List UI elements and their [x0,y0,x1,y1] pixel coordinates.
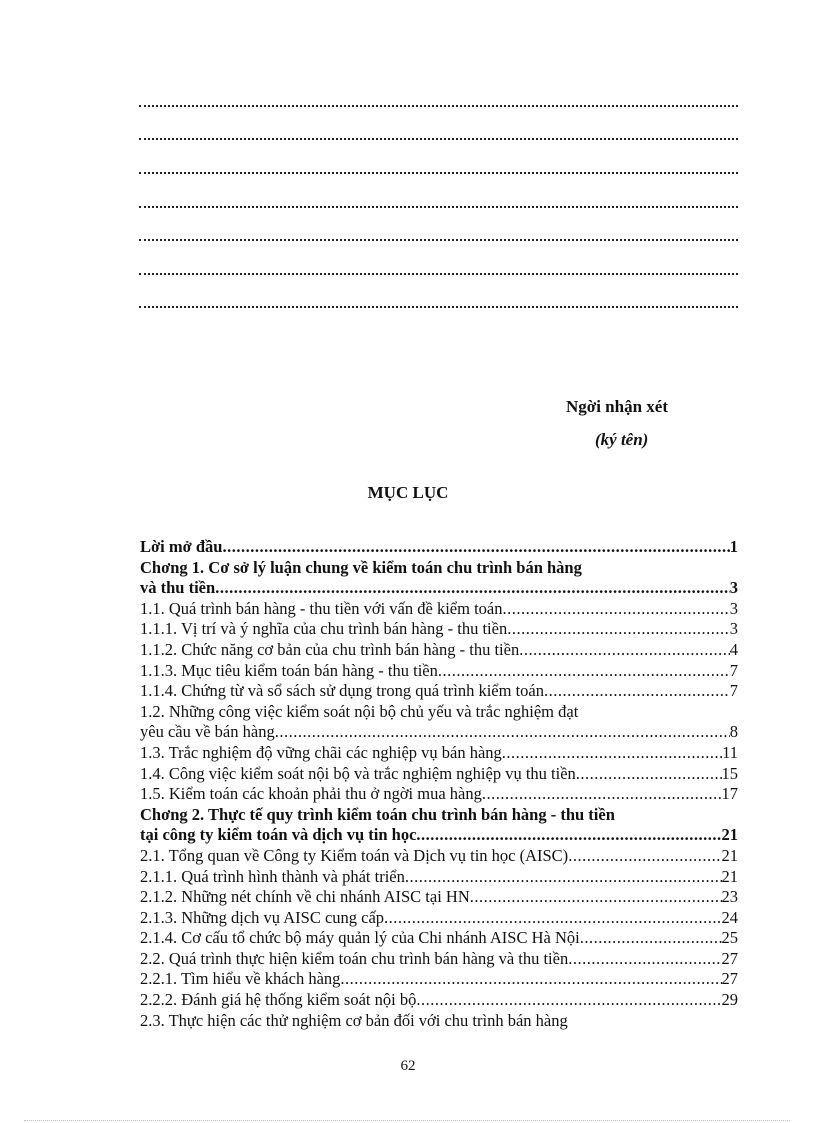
toc-entry-title: 2.1.3. Những dịch vụ AISC cung cấp [140,907,385,927]
toc-entry-page: 8 [729,722,738,742]
toc-leader-dots [405,867,722,888]
remark-line [139,206,738,208]
toc-leader-dots [222,537,729,558]
signature-note: (ký tên) [595,430,649,449]
toc-entry [140,825,738,846]
toc-entry [140,578,738,599]
toc-entry-title: 2.1.2. Những nét chính về chi nhánh AISC tại HN [140,887,470,907]
toc-leader-dots [384,908,721,929]
toc-entry-page: 15 [721,763,738,783]
toc-entry [140,846,738,867]
toc-leader-dots [568,949,721,970]
table-of-contents [140,537,738,1031]
toc-leader-dots [275,722,730,743]
toc-entry [140,681,738,702]
toc-entry-title: 2.2.2. Đánh giá hệ thống kiểm soát nội bộ [140,990,417,1010]
toc-entry [140,743,738,764]
toc-leader-dots [576,764,722,785]
toc-leader-dots [519,640,730,661]
toc-leader-dots [507,619,730,640]
toc-entry-title: 1.1.1. Vị trí và ý nghĩa của chu trình bán hàng - thu tiền [140,619,508,639]
toc-entry [140,702,738,723]
toc-leader-dots [416,825,721,846]
toc-entry-page: 11 [722,742,738,762]
toc-entry-title: 2.1.4. Cơ cấu tổ chức bộ máy quản lý của Chi nhánh AISC Hà Nội [140,928,580,948]
toc-heading: MỤC LỤC [367,483,449,502]
toc-entry-title: Lời mở đầu [140,537,223,556]
toc-entry [140,558,738,579]
toc-entry-page: 24 [721,907,738,927]
toc-entry [140,784,738,805]
toc-entry [140,887,738,908]
toc-leader-dots [568,846,721,867]
toc-entry-page: 1 [729,537,738,556]
remark-line [139,273,738,275]
footer-rule [24,1120,790,1121]
toc-entry-title: 1.1.2. Chức năng cơ bản của chu trình bán hàng - thu tiền [140,639,520,659]
toc-entry [140,928,738,949]
toc-leader-dots [416,990,721,1011]
toc-entry-page: 27 [721,969,738,989]
toc-entry [140,640,738,661]
toc-entry [140,949,738,970]
toc-leader-dots [502,743,722,764]
page-number: 62 [400,1058,416,1074]
toc-entry [140,537,738,558]
toc-leader-dots [502,599,729,620]
toc-entry [140,661,738,682]
toc-entry-page: 25 [721,928,738,948]
toc-entry-title: tại công ty kiểm toán và dịch vụ tin học [140,825,417,845]
remark-line [139,239,738,241]
toc-entry-title: Chơng 2. Thực tế quy trình kiểm toán chu trình bán hàng - thu tiền [140,804,615,824]
toc-entry-page: 3 [729,598,738,618]
toc-entry-title: 2.1. Tổng quan về Công ty Kiểm toán và Dịch vụ tin học (AISC) [140,845,569,865]
signer-label: Ngời nhận xét [566,397,668,416]
toc-leader-dots [470,887,722,908]
toc-entry [140,599,738,620]
toc-entry [140,969,738,990]
toc-leader-dots [580,928,722,949]
toc-entry-title: 1.3. Trắc nghiệm độ vững chãi các nghiệp vụ bán hàng [140,742,502,762]
remark-line [139,172,738,174]
toc-entry [140,990,738,1011]
toc-entry-title: 2.2. Quá trình thực hiện kiểm toán chu trình bán hàng và thu tiền [140,948,569,968]
toc-entry [140,764,738,785]
toc-entry-page: 23 [721,887,738,907]
toc-entry-page: 27 [721,948,738,968]
toc-entry-title: 1.1.3. Mục tiêu kiểm toán bán hàng - thu tiền [140,660,438,680]
toc-entry-page: 21 [721,825,738,845]
toc-leader-dots [544,681,730,702]
remark-line [139,306,738,308]
toc-entry-title: 2.1.1. Quá trình hình thành và phát triển [140,866,405,886]
toc-entry-title: 1.1.4. Chứng từ và sổ sách sử dụng trong quá trình kiểm toán [140,681,544,701]
toc-entry [140,1011,738,1032]
toc-leader-dots [340,969,721,990]
toc-entry [140,805,738,826]
toc-entry [140,908,738,929]
toc-leader-dots [215,578,730,599]
remark-line [139,105,738,107]
toc-entry-title: 1.2. Những công việc kiểm soát nội bộ chủ yếu và trắc nghiệm đạt [140,701,579,721]
toc-entry-title: 2.3. Thực hiện các thử nghiệm cơ bản đối với chu trình bán hàng [140,1010,568,1030]
toc-entry-title: và thu tiền [140,578,216,598]
toc-leader-dots [482,784,722,805]
toc-entry [140,867,738,888]
toc-entry-page: 21 [721,845,738,865]
toc-entry-page: 21 [721,866,738,886]
toc-entry-page: 3 [729,619,738,639]
toc-entry-page: 29 [721,990,738,1010]
remark-line [139,138,738,140]
toc-entry-title: 1.5. Kiểm toán các khoản phải thu ở ngời mua hàng [140,784,482,804]
toc-leader-dots [438,661,730,682]
toc-entry-title: yêu cầu về bán hàng [140,722,275,742]
toc-entry-title: 1.4. Công việc kiểm soát nội bộ và trắc nghiệm nghiệp vụ thu tiền [140,763,576,783]
toc-entry [140,619,738,640]
toc-entry-page: 4 [729,639,738,659]
toc-entry-page: 3 [729,578,738,598]
toc-entry [140,722,738,743]
toc-entry-page: 7 [729,660,738,680]
toc-entry-title: 1.1. Quá trình bán hàng - thu tiền với vấn đề kiểm toán [140,598,503,618]
toc-entry-title: Chơng 1. Cơ sở lý luận chung về kiểm toán chu trình bán hàng [140,557,582,577]
toc-entry-title: 2.2.1. Tìm hiểu về khách hàng [140,969,341,989]
toc-entry-page: 17 [721,784,738,804]
toc-entry-page: 7 [729,681,738,701]
